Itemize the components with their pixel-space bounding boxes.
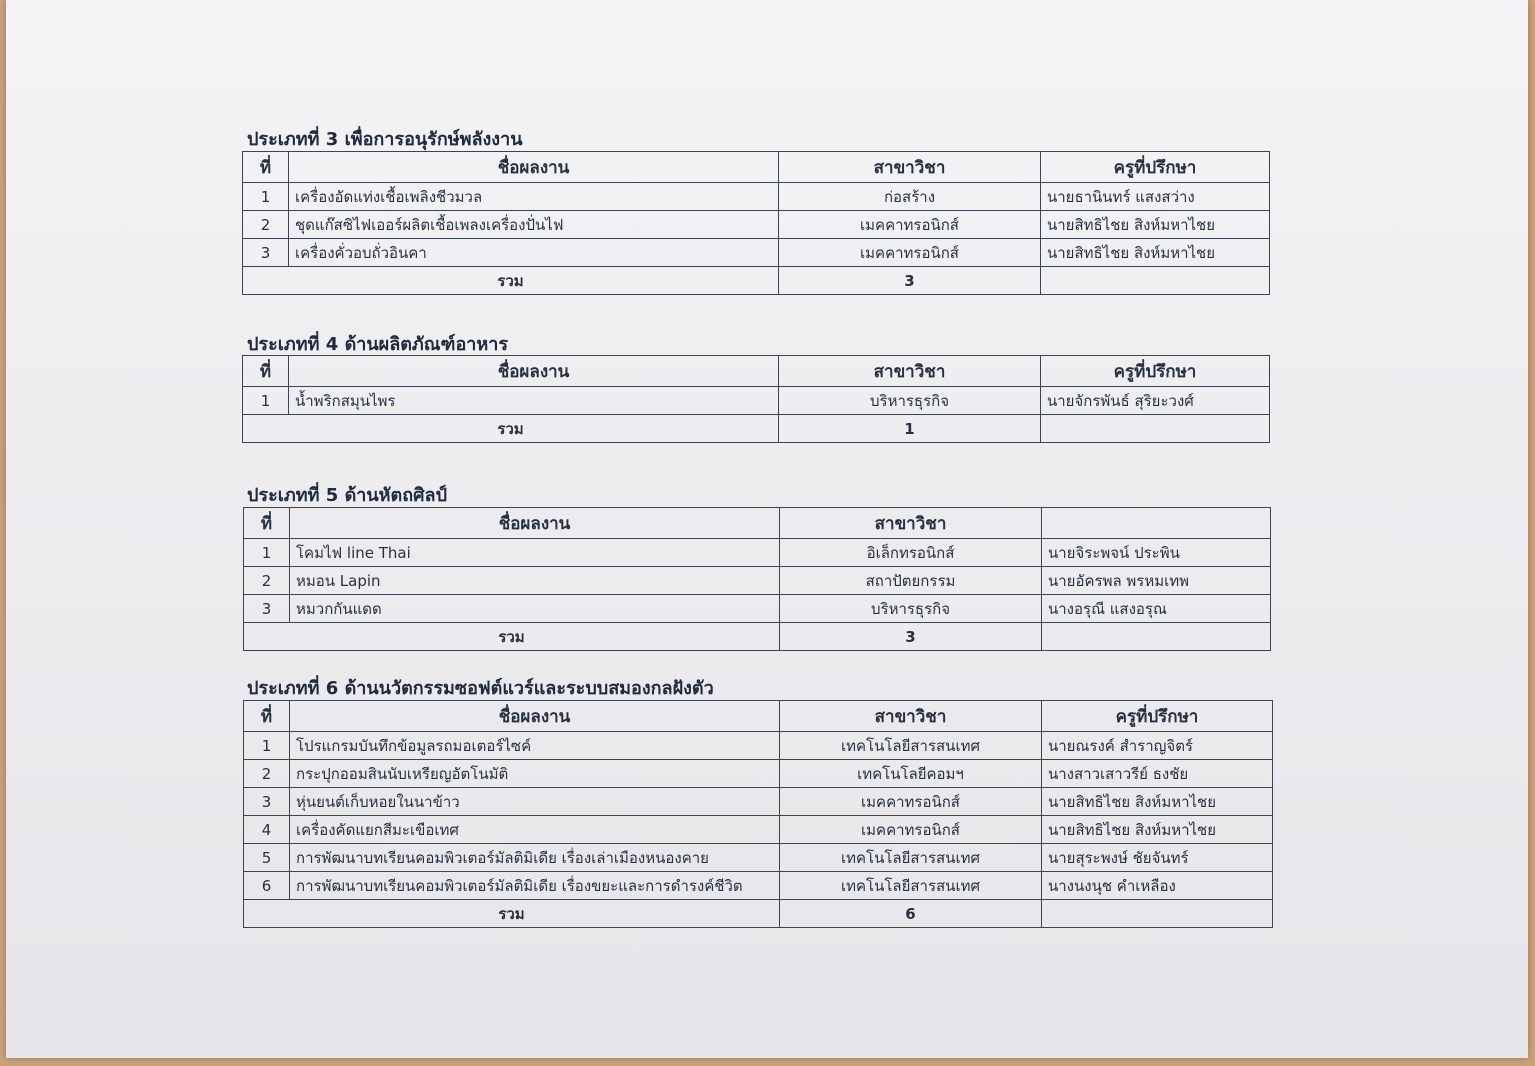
cell-name: เครื่องคัดแยกสีมะเขือเทศ [290,816,780,844]
cell-dept: บริหารธุรกิจ [780,595,1042,623]
header-name: ชื่อผลงาน [290,701,780,732]
table-row [243,211,1270,239]
table-row [244,595,1271,623]
section-title-4: ประเภทที่ 4 ด้านผลิตภัณฑ์อาหาร [247,334,508,355]
header-no: ที่ [244,508,290,539]
cell-name: หมวกกันแดด [290,595,780,623]
cell-dept: ก่อสร้าง [779,183,1041,211]
cell-name: หมอน Lapin [290,567,780,595]
table-row [244,732,1273,760]
cell-advisor: นายธานินทร์ แสงสว่าง [1041,183,1270,211]
total-empty-cell [1042,623,1271,651]
table-header-row [244,508,1271,539]
header-dept: สาขาวิชา [780,508,1042,539]
cell-advisor: นายสิทธิไชย สิงห์มหาไชย [1042,788,1273,816]
cell-dept: อิเล็กทรอนิกส์ [780,539,1042,567]
cell-dept: สถาปัตยกรรม [780,567,1042,595]
table-row [243,239,1270,267]
cell-no: 5 [244,844,290,872]
table-row [243,183,1270,211]
cell-no: 1 [243,183,289,211]
total-label: รวม [243,415,779,443]
total-label: รวม [244,623,780,651]
table-row [244,816,1273,844]
cell-no: 1 [244,732,290,760]
cell-advisor: นายสุระพงษ์ ชัยจันทร์ [1042,844,1273,872]
cell-no: 3 [244,788,290,816]
table-header-row [243,356,1270,387]
cell-advisor: นายสิทธิไชย สิงห์มหาไชย [1041,211,1270,239]
table-row [244,567,1271,595]
table-section-4 [242,355,1270,443]
table-row [244,539,1271,567]
total-value: 3 [779,267,1041,295]
cell-name: การพัฒนาบทเรียนคอมพิวเตอร์มัลติมิเดีย เรื่องเล่าเมืองหนองคาย [290,844,780,872]
total-row [244,623,1271,651]
section-title-5: ประเภทที่ 5 ด้านหัตถศิลป์ [247,485,448,506]
total-empty-cell [1042,900,1273,928]
cell-dept: เทคโนโลยีสารสนเทศ [780,872,1042,900]
table-row [244,844,1273,872]
cell-no: 2 [243,211,289,239]
total-row [243,267,1270,295]
table-row [243,387,1270,415]
cell-advisor: นางอรุณี แสงอรุณ [1042,595,1271,623]
cell-advisor: นายณรงค์ สำราญจิตร์ [1042,732,1273,760]
cell-no: 3 [243,239,289,267]
cell-dept: บริหารธุรกิจ [779,387,1041,415]
cell-dept: เทคโนโลยีสารสนเทศ [780,844,1042,872]
cell-no: 1 [244,539,290,567]
cell-advisor: นายสิทธิไชย สิงห์มหาไชย [1041,239,1270,267]
table-row [244,872,1273,900]
cell-dept: เทคโนโลยีสารสนเทศ [780,732,1042,760]
cell-no: 1 [243,387,289,415]
header-no: ที่ [243,356,289,387]
header-name: ชื่อผลงาน [289,152,779,183]
cell-dept: เมคคาทรอนิกส์ [780,816,1042,844]
header-advisor: ครูที่ปรึกษา [1041,356,1270,387]
table-row [244,788,1273,816]
total-empty-cell [1041,415,1270,443]
paper-sheet [6,0,1528,1058]
header-advisor: ครูที่ปรึกษา [1041,152,1270,183]
cell-dept: เมคคาทรอนิกส์ [779,211,1041,239]
cell-name: ชุดแก๊สซิไฟเออร์ผลิตเชื้อเพลงเครื่องปั่นไฟ [289,211,779,239]
total-row [243,415,1270,443]
cell-dept: เทคโนโลยีคอมฯ [780,760,1042,788]
cell-name: น้ำพริกสมุนไพร [289,387,779,415]
cell-dept: เมคคาทรอนิกส์ [779,239,1041,267]
total-value: 6 [780,900,1042,928]
cell-name: โคมไฟ line Thai [290,539,780,567]
total-value: 1 [779,415,1041,443]
header-no: ที่ [244,701,290,732]
cell-advisor: นางนงนุช คำเหลือง [1042,872,1273,900]
total-row [244,900,1273,928]
cell-advisor: นายจักรพันธ์ สุริยะวงศ์ [1041,387,1270,415]
cell-name: หุ่นยนต์เก็บหอยในนาข้าว [290,788,780,816]
cell-advisor: นายอัครพล พรหมเทพ [1042,567,1271,595]
header-name: ชื่อผลงาน [290,508,780,539]
table-header-row [244,701,1273,732]
header-advisor: ครูที่ปรึกษา [1042,701,1273,732]
header-no: ที่ [243,152,289,183]
table-row [244,760,1273,788]
total-empty-cell [1041,267,1270,295]
cell-no: 3 [244,595,290,623]
cell-advisor: นายสิทธิไชย สิงห์มหาไชย [1042,816,1273,844]
table-section-6 [243,700,1273,928]
total-label: รวม [244,900,780,928]
header-advisor [1042,508,1271,539]
section-title-3: ประเภทที่ 3 เพื่อการอนุรักษ์พลังงาน [247,129,523,150]
table-header-row [243,152,1270,183]
table-section-5 [243,507,1271,651]
section-title-6: ประเภทที่ 6 ด้านนวัตกรรมซอฟต์แวร์และระบบสมองกลฝังตัว [247,678,714,699]
total-value: 3 [780,623,1042,651]
cell-no: 2 [244,760,290,788]
cell-name: การพัฒนาบทเรียนคอมพิวเตอร์มัลติมิเดีย เรื่องขยะและการดำรงค์ชีวิต [290,872,780,900]
header-name: ชื่อผลงาน [289,356,779,387]
cell-advisor: นายจิระพจน์ ประพิน [1042,539,1271,567]
table-section-3 [242,151,1270,295]
total-label: รวม [243,267,779,295]
header-dept: สาขาวิชา [779,356,1041,387]
cell-no: 6 [244,872,290,900]
cell-name: กระปุกออมสินนับเหรียญอัตโนมัติ [290,760,780,788]
cell-name: เครื่องคั่วอบถั่วอินคา [289,239,779,267]
cell-dept: เมคคาทรอนิกส์ [780,788,1042,816]
cell-no: 2 [244,567,290,595]
cell-name: โปรแกรมบันทึกข้อมูลรถมอเตอร์ไซค์ [290,732,780,760]
header-dept: สาขาวิชา [780,701,1042,732]
cell-name: เครื่องอัดแท่งเชื้อเพลิงชีวมวล [289,183,779,211]
cell-advisor: นางสาวเสาวรีย์ ธงชัย [1042,760,1273,788]
header-dept: สาขาวิชา [779,152,1041,183]
cell-no: 4 [244,816,290,844]
